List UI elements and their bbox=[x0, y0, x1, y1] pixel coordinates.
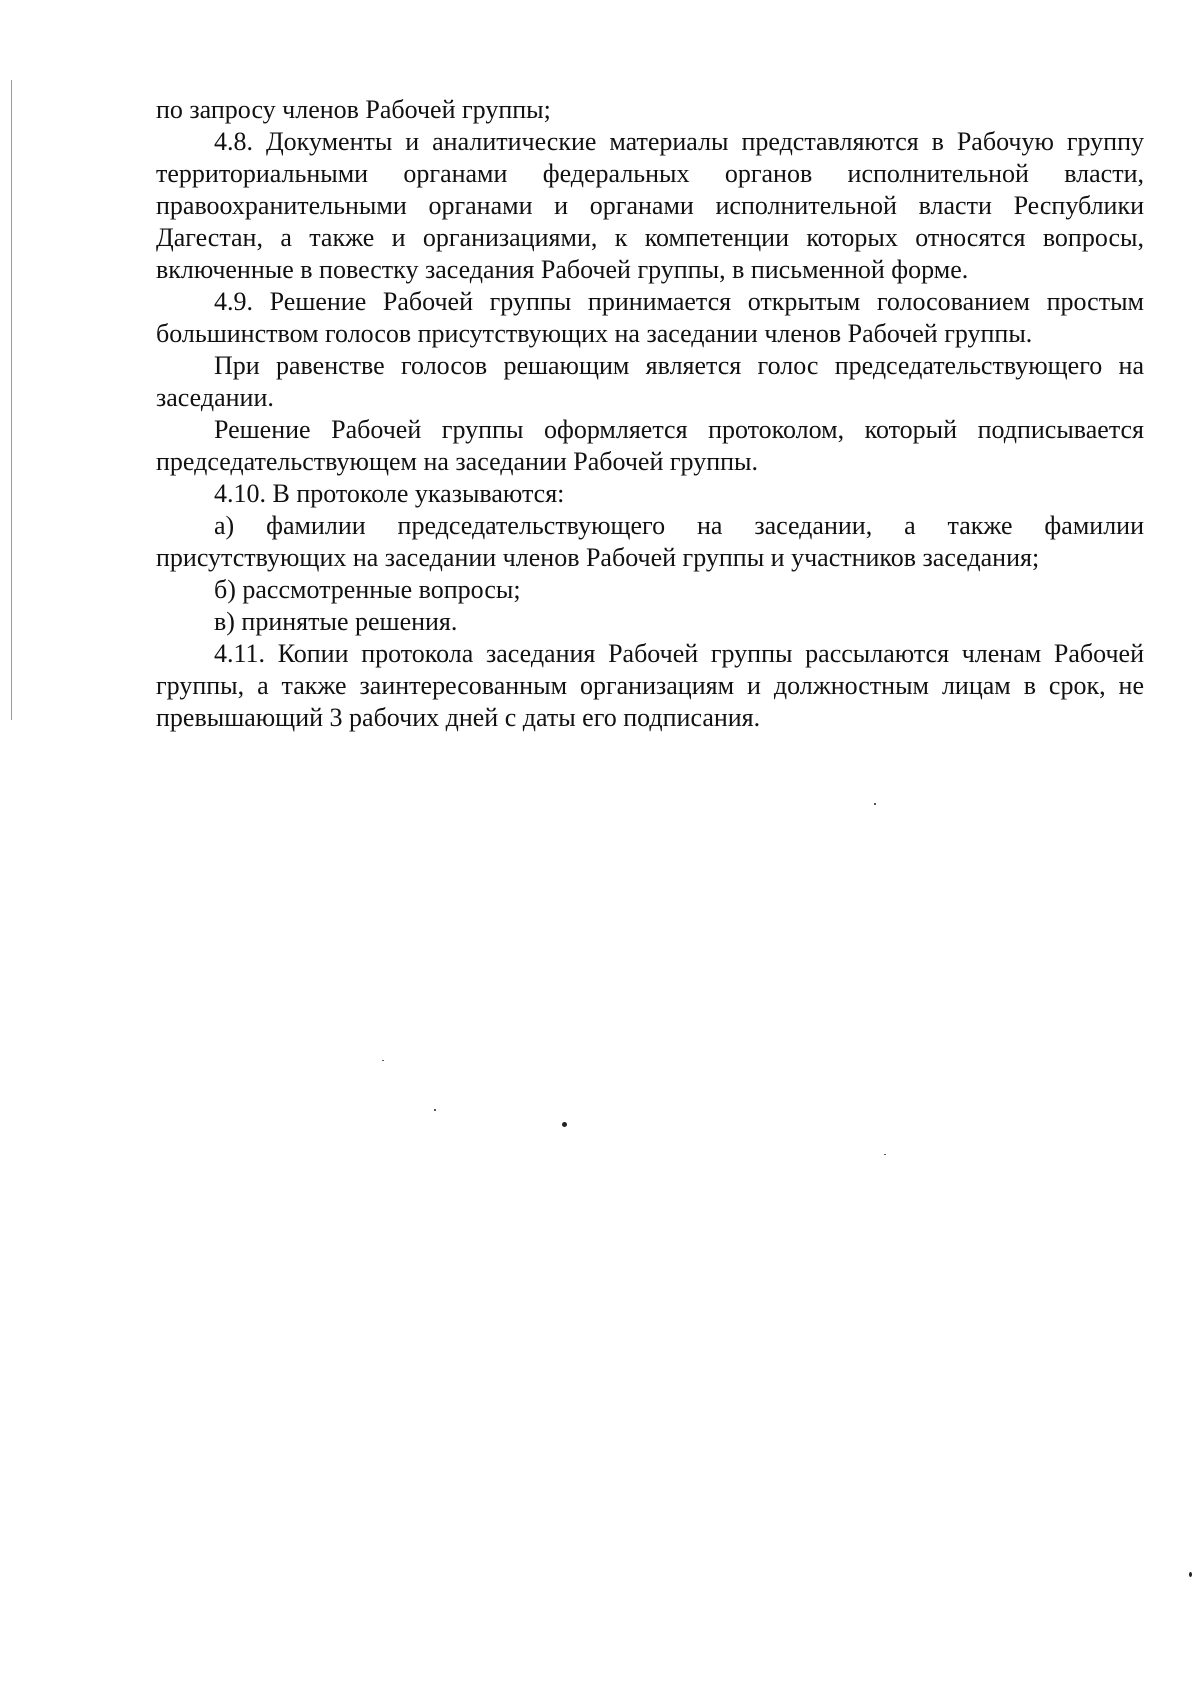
paragraph-item-b: б) рассмотренные вопросы; bbox=[214, 575, 521, 604]
scan-speck bbox=[884, 1154, 886, 1155]
scan-speck bbox=[382, 1060, 384, 1061]
paragraph-tie-vote: При равенстве голосов решающим является голос председательствующего на заседании. bbox=[156, 351, 1144, 412]
paragraph-4-8: 4.8. Документы и аналитические материалы представляются в Рабочую группу территориальными органами федеральных органов исполнительной власти, правоохранительными органами и органами исполнительной власти Республики Дагестан, а также и организациями, к компетенции которых относятся вопросы, включенные в повестку заседания Рабочей группы, в письменной форме. bbox=[156, 127, 1144, 284]
paragraph-4-10: 4.10. В протоколе указываются: bbox=[214, 479, 565, 508]
paragraph-continuation: по запросу членов Рабочей группы; bbox=[156, 95, 551, 124]
paragraph-item-c: в) принятые решения. bbox=[214, 607, 458, 636]
document-body bbox=[156, 94, 1144, 734]
scan-speck bbox=[562, 1122, 567, 1127]
scan-speck bbox=[874, 803, 876, 805]
paragraph-item-a: а) фамилии председательствующего на заседании, а также фамилии присутствующих на заседании членов Рабочей группы и участников заседания; bbox=[156, 511, 1144, 572]
paragraph-4-9: 4.9. Решение Рабочей группы принимается открытым голосованием простым большинством голосов присутствующих на заседании членов Рабочей группы. bbox=[156, 287, 1144, 348]
paragraph-4-11: 4.11. Копии протокола заседания Рабочей группы рассылаются членам Рабочей группы, а также заинтересованным организациям и должностным лицам в срок, не превышающий 3 рабочих дней с даты его подписания. bbox=[156, 639, 1144, 732]
scan-speck bbox=[1189, 1572, 1192, 1577]
paragraph-protocol-decision: Решение Рабочей группы оформляется протоколом, который подписывается председательствующем на заседании Рабочей группы. bbox=[156, 415, 1144, 476]
scan-speck bbox=[434, 1109, 436, 1111]
scan-edge-line bbox=[11, 80, 12, 720]
